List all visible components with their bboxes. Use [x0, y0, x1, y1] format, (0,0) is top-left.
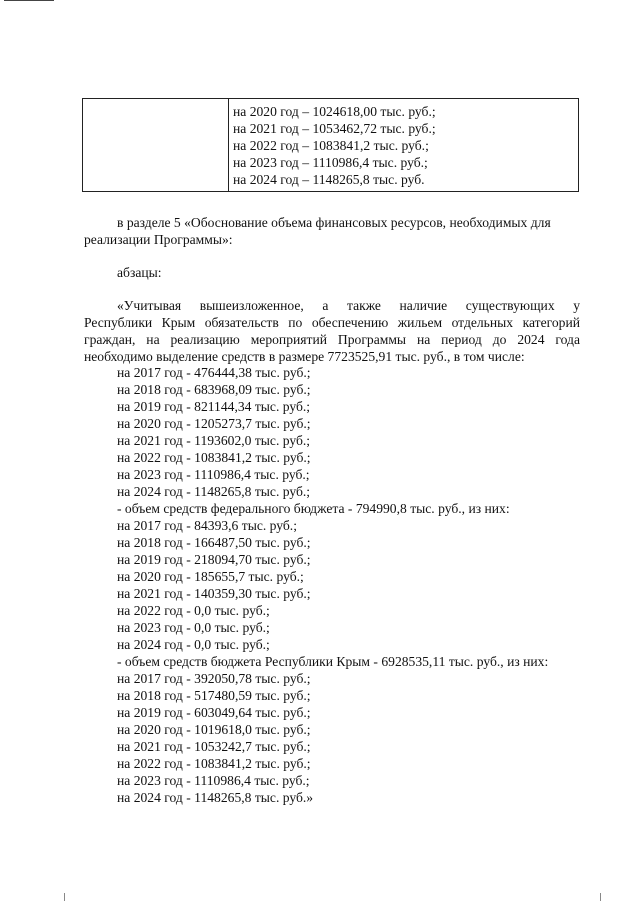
list-item: - объем средств бюджета Республики Крым - 6928535,11 тыс. руб., из них:: [117, 654, 549, 669]
list-item: на 2023 год - 1110986,4 тыс. руб.;: [117, 467, 310, 482]
scan-artifact: [64, 893, 65, 901]
table-line: на 2022 год – 1083841,2 тыс. руб.;: [233, 138, 429, 153]
quote-line-4: необходимо выделение средств в размере 7723525,91 тыс. руб., в том числе:: [84, 349, 525, 364]
quote-line-3: граждан, на реализацию мероприятий Программы на период до 2024 года: [84, 332, 580, 347]
list-item: на 2017 год - 84393,6 тыс. руб.;: [117, 518, 297, 533]
paragraphs-label-text: абзацы:: [117, 265, 162, 280]
list-item: на 2022 год - 1083841,2 тыс. руб.;: [117, 450, 311, 465]
funding-list: [117, 364, 577, 806]
list-item: на 2020 год - 185655,7 тыс. руб.;: [117, 569, 304, 584]
list-item: на 2024 год - 1148265,8 тыс. руб.»: [117, 790, 314, 805]
table-right-cell: [233, 103, 574, 188]
paragraphs-label: [84, 264, 580, 281]
list-item: на 2018 год - 683968,09 тыс. руб.;: [117, 382, 311, 397]
list-item: на 2023 год - 1110986,4 тыс. руб.;: [117, 773, 310, 788]
quote-line-2: Республики Крым обязательств по обеспечению жильем отдельных категорий: [84, 315, 580, 330]
table-line: на 2020 год – 1024618,00 тыс. руб.;: [233, 104, 436, 119]
list-item: на 2023 год - 0,0 тыс. руб.;: [117, 620, 270, 635]
table-line: на 2024 год – 1148265,8 тыс. руб.: [233, 172, 425, 187]
list-item: на 2020 год - 1019618,0 тыс. руб.;: [117, 722, 311, 737]
table-line: на 2023 год – 1110986,4 тыс. руб.;: [233, 155, 428, 170]
list-item: на 2017 год - 392050,78 тыс. руб.;: [117, 671, 311, 686]
section-heading: [84, 214, 580, 231]
list-item: на 2017 год - 476444,38 тыс. руб.;: [117, 365, 311, 380]
list-item: на 2018 год - 517480,59 тыс. руб.;: [117, 688, 311, 703]
list-item: на 2019 год - 821144,34 тыс. руб.;: [117, 399, 311, 414]
financing-table: [82, 98, 579, 192]
list-item: на 2019 год - 218094,70 тыс. руб.;: [117, 552, 311, 567]
table-line: на 2021 год – 1053462,72 тыс. руб.;: [233, 121, 436, 136]
list-item: на 2019 год - 603049,64 тыс. руб.;: [117, 705, 311, 720]
quote-line-1: «Учитывая вышеизложенное, а также наличие существующих у: [117, 298, 580, 313]
list-item: на 2022 год - 1083841,2 тыс. руб.;: [117, 756, 311, 771]
quote-paragraph: [84, 297, 580, 365]
section-heading-cont: [84, 231, 580, 248]
section-line-1: в разделе 5 «Обоснование объема финансовых ресурсов, необходимых для: [117, 215, 551, 230]
list-item: на 2021 год - 1193602,0 тыс. руб.;: [117, 433, 311, 448]
list-item: на 2024 год - 1148265,8 тыс. руб.;: [117, 484, 311, 499]
list-item: на 2024 год - 0,0 тыс. руб.;: [117, 637, 270, 652]
list-item: - объем средств федерального бюджета - 794990,8 тыс. руб., из них:: [117, 501, 510, 516]
list-item: на 2022 год - 0,0 тыс. руб.;: [117, 603, 270, 618]
list-item: на 2021 год - 1053242,7 тыс. руб.;: [117, 739, 311, 754]
section-line-2: реализации Программы»:: [84, 232, 233, 247]
list-item: на 2021 год - 140359,30 тыс. руб.;: [117, 586, 311, 601]
list-item: на 2020 год - 1205273,7 тыс. руб.;: [117, 416, 311, 431]
table-column-divider: [228, 99, 229, 191]
list-item: на 2018 год - 166487,50 тыс. руб.;: [117, 535, 311, 550]
scan-edge-mark: [4, 0, 54, 1]
scan-artifact: [600, 893, 601, 901]
